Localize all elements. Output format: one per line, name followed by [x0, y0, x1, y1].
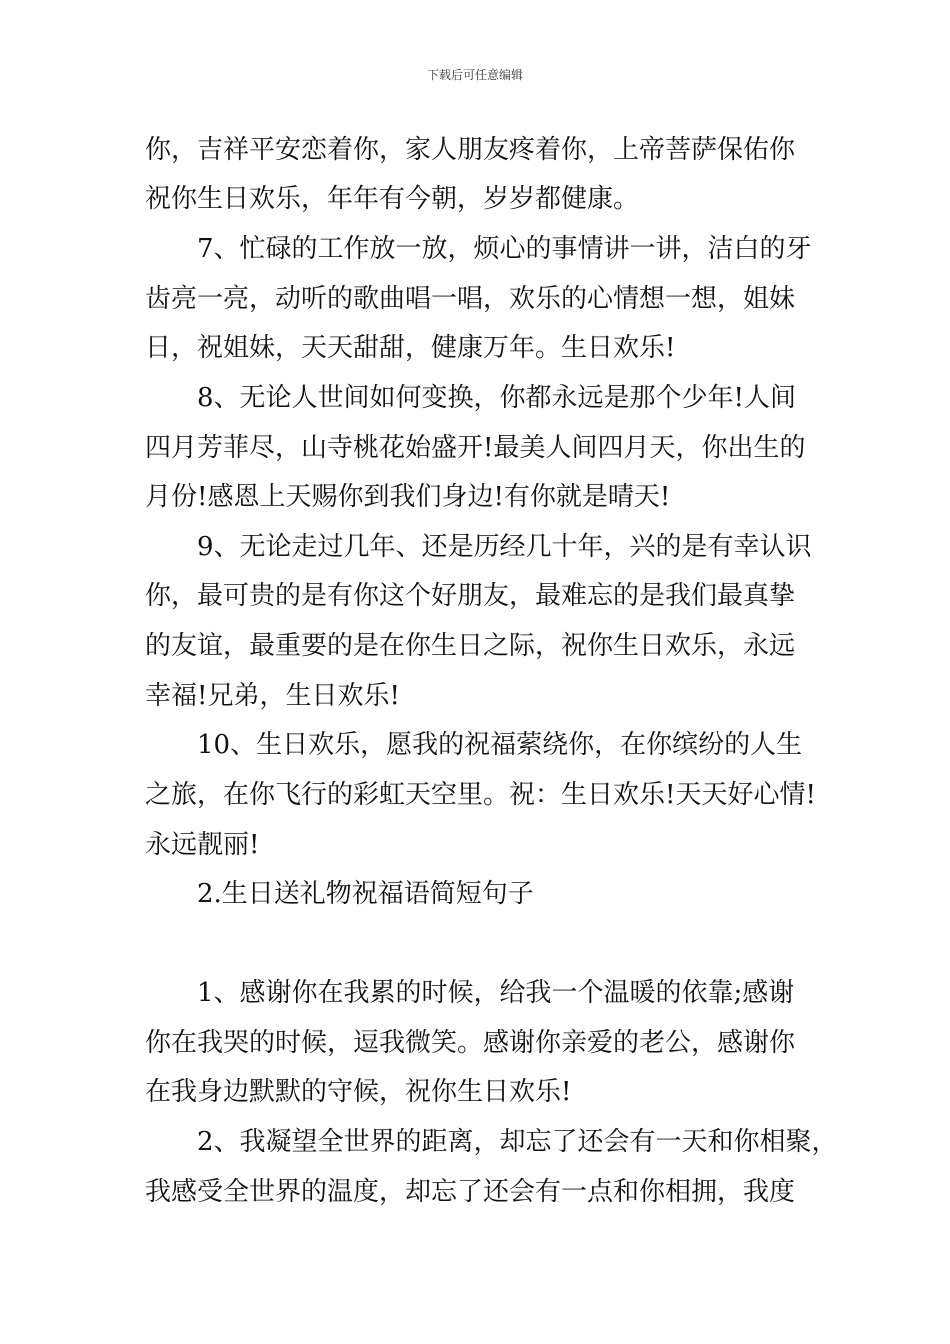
- section-heading: 2.生日送礼物祝福语简短句子: [197, 879, 534, 909]
- text-line: 月份!感恩上天赐你到我们身边!有你就是晴天!: [145, 482, 671, 512]
- text-line: 10、生日欢乐，愿我的祝福萦绕你，在你缤纷的人生: [197, 730, 803, 760]
- text-line: 日，祝姐妹，天天甜甜，健康万年。生日欢乐!: [145, 333, 676, 363]
- text-line: 在我身边默默的守候，祝你生日欢乐!: [145, 1077, 572, 1107]
- text-line: 1、感谢你在我累的时候，给我一个温暖的依靠;感谢: [197, 978, 795, 1008]
- text-line: 8、无论人世间如何变换，你都永远是那个少年!人间: [197, 383, 796, 413]
- text-line: 7、忙碌的工作放一放，烦心的事情讲一讲，洁白的牙: [197, 234, 812, 264]
- text-line: 你，吉祥平安恋着你，家人朋友疼着你，上帝菩萨保佑你: [145, 135, 796, 165]
- text-line: 的友谊，最重要的是在你生日之际，祝你生日欢乐，永远: [145, 631, 796, 661]
- text-line: 9、无论走过几年、还是历经几十年，兴的是有幸认识: [197, 532, 812, 562]
- text-line: 齿亮一亮，动听的歌曲唱一唱，欢乐的心情想一想，姐妹: [145, 284, 796, 314]
- page-header: 下载后可任意编辑: [426, 68, 523, 82]
- text-line: 幸福!兄弟，生日欢乐!: [145, 681, 400, 711]
- text-line: 四月芳菲尽，山寺桃花始盛开!最美人间四月天，你出生的: [145, 433, 806, 463]
- text-line: 2、我凝望全世界的距离，却忘了还会有一天和你相聚，: [197, 1127, 838, 1157]
- text-line: 之旅，在你飞行的彩虹天空里。祝：生日欢乐!天天好心情!: [145, 780, 816, 810]
- text-line: 祝你生日欢乐，年年有今朝，岁岁都健康。: [145, 184, 640, 214]
- text-line: 我感受全世界的温度，却忘了还会有一点和你相拥，我度: [145, 1177, 796, 1207]
- text-line: 你，最可贵的是有你这个好朋友，最难忘的是我们最真挚: [145, 581, 796, 611]
- text-line: 你在我哭的时候，逗我微笑。感谢你亲爱的老公，感谢你: [145, 1028, 796, 1058]
- text-line: 永远靓丽!: [145, 830, 260, 860]
